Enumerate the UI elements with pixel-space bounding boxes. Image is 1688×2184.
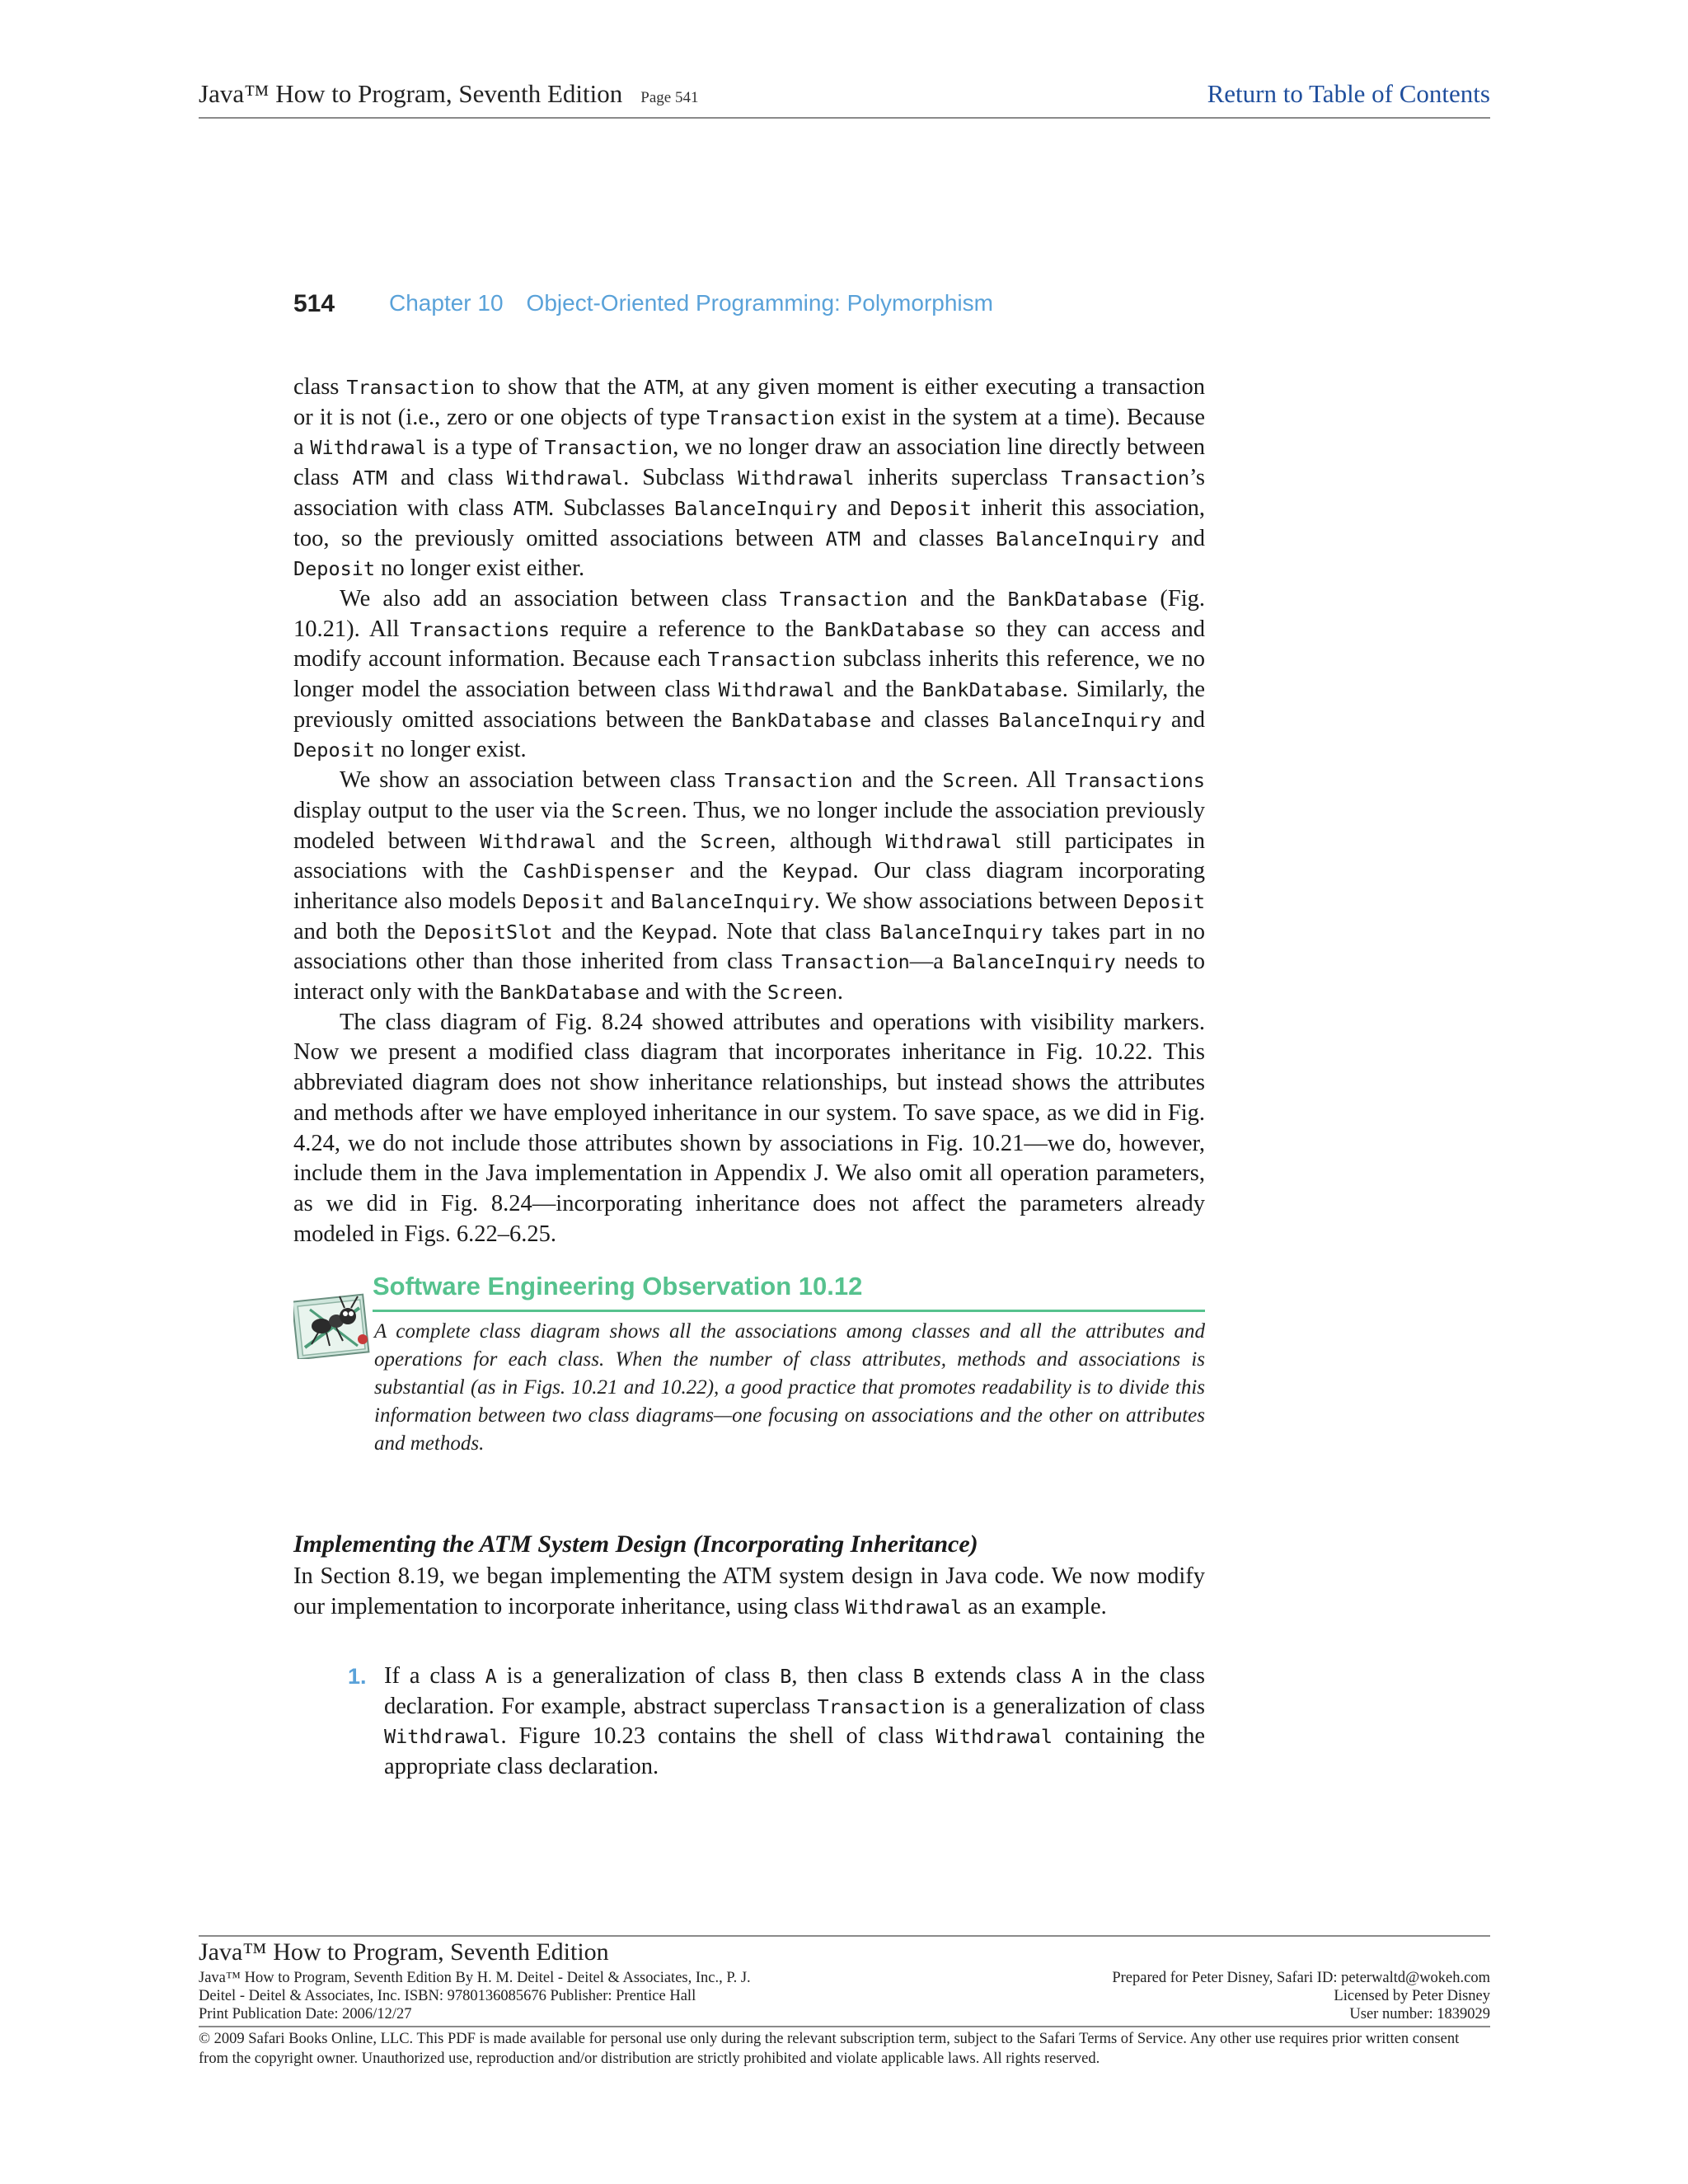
footer-right-line: User number: 1839029 (1349, 2006, 1490, 2022)
code-identifier: Deposit (1123, 889, 1205, 913)
step-number: 1. (348, 1664, 367, 1689)
code-identifier: Screen (700, 829, 771, 853)
code-identifier: Screen (611, 799, 682, 823)
code-identifier: BalanceInquiry (879, 920, 1043, 944)
code-identifier: Transaction (724, 769, 853, 793)
code-identifier: Transaction (706, 405, 835, 429)
page-label: Page 541 (640, 89, 699, 106)
code-identifier: Withdrawal (845, 1595, 963, 1619)
paragraph: The class diagram of Fig. 8.24 showed attributes and operations with visibility markers. Now we present a modified class diagram that incorporates inheritance in Fig. 10.22. This abbreviated diagram does not show inheritance relationships, but instead shows the attributes and methods after we have employed inheritance in our system. To save space, as we did in Fig. 4.24, we do not include those attributes shown by associations in Fig. 10.21—we do, however, include them in the Java implementation in Appendix J. We also omit all operation parameters, as we did in Fig. 8.24—incorporating inheritance does not affect the parameters already modeled in Figs. 6.22–6.25. (293, 1009, 1205, 1247)
code-identifier: Transactions (410, 617, 551, 641)
software-engineering-observation (293, 1272, 1205, 1463)
code-identifier: BankDatabase (921, 678, 1062, 702)
body-text (293, 373, 1205, 1249)
code-identifier: BalanceInquiry (996, 527, 1160, 551)
footer-title: Java™ How to Program, Seventh Edition (199, 1938, 609, 1966)
chapter-heading (389, 290, 993, 316)
footer-right-line: Licensed by Peter Disney (1334, 1988, 1490, 2004)
code-identifier: CashDispenser (523, 860, 675, 883)
paragraph: class Transaction to show that the ATM, at any given moment is either executing a transaction or it is not (i.e., zero or one objects of type Transaction exist in the system at a time). Because a Withdrawal is a type of Transaction, we no longer draw an association line directly between class ATM and class Withdrawal. Subclass Withdrawal inherits superclass Transaction’s association with class ATM. Subclasses BalanceInquiry and Deposit inherit this association, too, so the previously omitted associations between ATM and classes BalanceInquiry and Deposit no longer exist either. (293, 374, 1206, 582)
code-identifier: Keypad (641, 920, 712, 944)
chapter-title: Object-Oriented Programming: Polymorphism (526, 290, 993, 316)
code-identifier: B (912, 1665, 925, 1688)
list-item (348, 1661, 1205, 1783)
code-identifier: Transaction (779, 587, 908, 611)
code-identifier: BankDatabase (731, 708, 872, 732)
code-identifier: Withdrawal (935, 1725, 1053, 1749)
ant-mascot-icon (293, 1290, 373, 1359)
code-identifier: Withdrawal (384, 1725, 501, 1749)
code-identifier: Withdrawal (718, 678, 836, 702)
code-identifier: Deposit (293, 738, 376, 762)
code-identifier: Transaction (1061, 466, 1189, 490)
code-identifier: BalanceInquiry (650, 889, 814, 913)
step-text: If a class A is a generalization of class B, then class B extends class A in the class declaration. For example, abstract superclass Transaction is a generalization of class Withdrawal. Figure 10.23 contains the shell of class Withdrawal containing the appropriate class declaration. (384, 1663, 1206, 1780)
page-footer (199, 1935, 1490, 2067)
code-identifier: BalanceInquiry (998, 708, 1162, 732)
page-number: 514 (293, 290, 335, 317)
copyright-notice: © 2009 Safari Books Online, LLC. This PDF is made available for personal use only during the relevant subscription term, subject to the Safari Terms of Service. Any other use requires prior written consent from the copyright owner. Unauthorized use, reproduction and/or distribution are strictly prohibited and violate applicable laws. All rights reserved. (199, 2026, 1490, 2069)
code-identifier: Withdrawal (738, 466, 855, 490)
paragraph: We also add an association between class Transaction and the BankDatabase (Fig. 10.21). All Transactions require a reference to the BankDatabase so they can access and modify account information. Because each Transaction subclass inherits this reference, we no longer model the association between class Withdrawal and the BankDatabase. Similarly, the previously omitted associations between the BankDatabase and classes BalanceInquiry and Deposit no longer exist. (293, 585, 1206, 763)
code-identifier: Deposit (889, 496, 972, 520)
footer-right-line: Prepared for Peter Disney, Safari ID: peterwaltd@wokeh.com (1112, 1970, 1490, 1986)
code-identifier: Transaction (346, 376, 476, 399)
return-to-toc-link[interactable]: Return to Table of Contents (1207, 79, 1490, 108)
code-identifier: Transactions (1065, 769, 1206, 793)
code-identifier: ATM (825, 527, 861, 551)
code-identifier: Keypad (782, 860, 853, 883)
code-identifier: ATM (643, 376, 679, 399)
code-identifier: ATM (513, 496, 548, 520)
code-identifier: B (780, 1665, 792, 1688)
footer-line: Deitel - Deitel & Associates, Inc. ISBN: 9780136085676 Publisher: Prentice Hall (199, 1988, 696, 2004)
page-header (199, 76, 1490, 119)
code-identifier: A (485, 1665, 497, 1688)
section-intro: In Section 8.19, we began implementing the ATM system design in Java code. We now modify our implementation to incorporate inheritance, using class Withdrawal as an example. (293, 1563, 1205, 1619)
code-identifier: BankDatabase (824, 617, 965, 641)
code-identifier: Transaction (707, 648, 837, 672)
code-identifier: BankDatabase (499, 981, 640, 1005)
paragraph: We show an association between class Transaction and the Screen. All Transactions display output to the user via the Screen. Thus, we no longer include the association previously modeled between Withdrawal and the Screen, although Withdrawal still participates in associations with the CashDispenser and the Keypad. Our class diagram incorporating inheritance also models Deposit and BalanceInquiry. We show associations between Deposit and both the DepositSlot and the Keypad. Note that class BalanceInquiry takes part in no associations other than those inherited from class Transaction—a BalanceInquiry needs to interact only with the BankDatabase and with the Screen. (293, 767, 1206, 1005)
observation-text: A complete class diagram shows all the associations among classes and all the attributes and operations for each class. When the number of class attributes, methods and associations is substantial (as in Figs. 10.21 and 10.22), a good practice that promotes readability is to divide this information between two class diagrams—one focusing on associations and the other on attributes and methods. (374, 1320, 1205, 1455)
code-identifier: BalanceInquiry (674, 496, 838, 520)
observation-rule (373, 1310, 1205, 1312)
section-heading: Implementing the ATM System Design (Incorporating Inheritance) (293, 1530, 978, 1558)
code-identifier: BalanceInquiry (952, 950, 1116, 974)
footer-line: Print Publication Date: 2006/12/27 (199, 2006, 412, 2022)
observation-title: Software Engineering Observation 10.12 (373, 1272, 863, 1301)
code-identifier: BankDatabase (1007, 587, 1148, 611)
book-title: Java™ How to Program, Seventh Edition Page 541 (199, 79, 699, 108)
code-identifier: Withdrawal (480, 829, 597, 853)
code-identifier: A (1071, 1665, 1084, 1688)
chapter-label: Chapter 10 (389, 290, 504, 316)
code-identifier: Transaction (817, 1694, 946, 1718)
code-identifier: Withdrawal (885, 829, 1002, 853)
code-identifier: Transaction (544, 436, 673, 460)
code-identifier: Withdrawal (506, 466, 624, 490)
footer-line: Java™ How to Program, Seventh Edition By H. M. Deitel - Deitel & Associates, Inc., P. J. (199, 1970, 751, 1986)
code-identifier: Deposit (522, 889, 605, 913)
code-identifier: ATM (352, 466, 387, 490)
code-identifier: Deposit (293, 557, 376, 581)
code-identifier: Screen (767, 981, 837, 1005)
code-identifier: Transaction (781, 950, 910, 974)
code-identifier: Withdrawal (310, 436, 427, 460)
code-identifier: DepositSlot (424, 920, 553, 944)
code-identifier: Screen (942, 769, 1013, 793)
